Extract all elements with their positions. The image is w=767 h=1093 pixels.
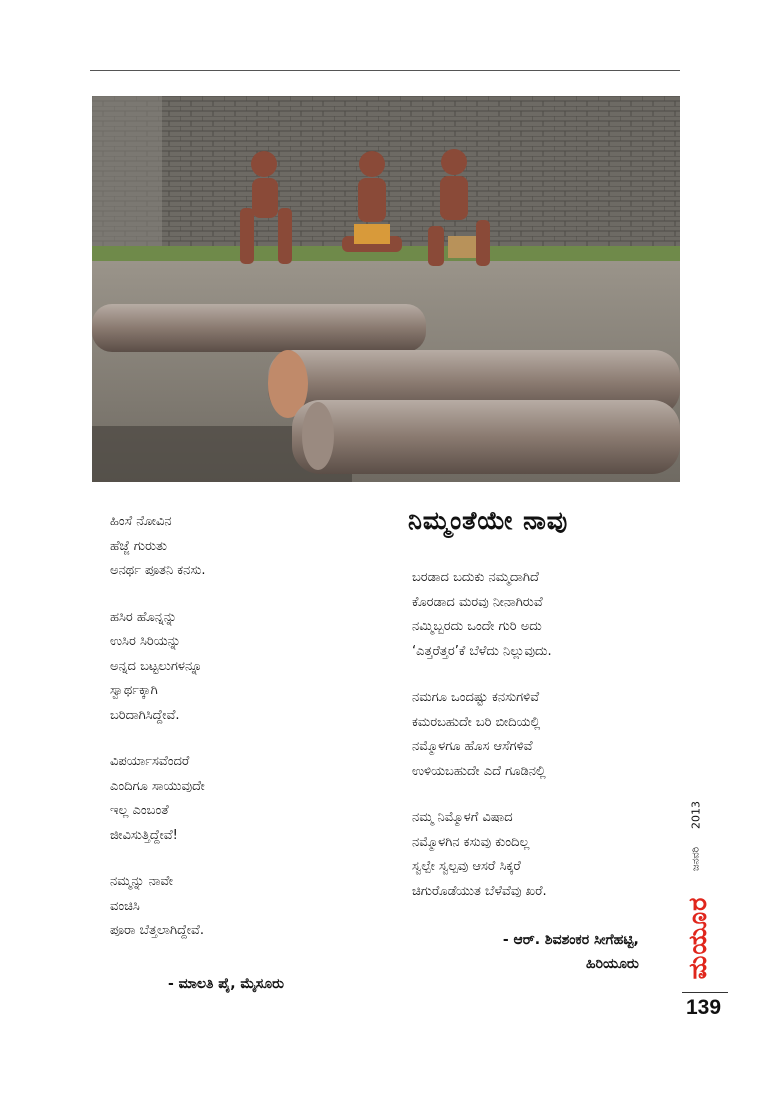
poem-line: ವಿಪರ್ಯಾಸವೆಂದರೆ — [110, 754, 190, 769]
poem-line: ಪೂರಾ ಬೆತ್ತಲಾಗಿದ್ದೇವೆ. — [110, 923, 204, 938]
poem-line: ಅನರ್ಥ ಪೂತನಿ ಕನಸು. — [110, 563, 206, 578]
poem-line: ಹಿಂಸೆ ನೋವಿನ — [110, 514, 172, 529]
poem-right-credit — [458, 932, 639, 972]
poem-line: ಕೊರಡಾದ ಮರವು ನೀನಾಗಿರುವೆ — [412, 594, 543, 610]
issue-month-text: ಜನವರಿ — [690, 847, 702, 871]
poem-line: ನಮ್ಮನ್ನು ನಾವೇ — [110, 874, 174, 889]
page-number: 139 — [686, 996, 722, 1019]
poem-line: ಕಮರಬಹುದೇ ಬರಿ ಬೀದಿಯಲ್ಲಿ — [412, 714, 541, 730]
poem-line: ಅನ್ನದ ಬಟ್ಟಲುಗಳನ್ನೂ — [110, 658, 203, 674]
poem-line: ಇಲ್ಲ ಎಂಬಂತೆ — [110, 803, 169, 818]
poem-line: ಸ್ವಲ್ಪೇ ಸ್ವಲ್ಪವು ಆಸರೆ ಸಿಕ್ಕರೆ — [412, 859, 521, 874]
credit-author: - ಆರ್. ಶಿವಶಂಕರ ಸೀಗೆಹಟ್ಟಿ, — [502, 932, 639, 948]
poem-line: ನಮ್ಮಿಬ್ಬರದು ಒಂದೇ ಗುರಿ ಅದು — [412, 619, 542, 634]
poem-line: ನಮಗೂ ಒಂದಷ್ಟು ಕನಸುಗಳಿವೆ — [412, 690, 540, 705]
poem-line: ಬರಡಾದ ಬದುಕು ನಮ್ಮದಾಗಿದೆ — [412, 570, 539, 585]
poem-line: ಹೆಜ್ಜೆ ಗುರುತು — [110, 538, 168, 554]
poem-right-title: ನಿಮ್ಮಂತೆಯೇ ನಾವು — [408, 506, 569, 535]
poem-right — [412, 566, 552, 904]
poem-line: ಹಸಿರ ಹೊನ್ನನ್ನು — [110, 609, 177, 625]
issue-month — [690, 840, 702, 878]
poem-line: ಸ್ವಾರ್ಥಕ್ಕಾಗಿ — [110, 683, 158, 698]
poem-line: ಜೀವಿಸುತ್ತಿದ್ದೇವೆ! — [110, 827, 178, 843]
photo-children-logs — [92, 96, 680, 482]
poem-line: ನಮ್ಮ ನಿಮ್ಮೊಳಗೆ ವಿಷಾದ — [412, 810, 513, 825]
poem-line: ಉಳಿಯಬಹುದೇ ಎದೆ ಗೂಡಿನಲ್ಲಿ — [412, 763, 546, 779]
poem-line: ಎಂದಿಗೂ ಸಾಯುವುದೇ — [110, 778, 205, 794]
poem-line: ಚಿಗುರೊಡೆಯುತ ಬೆಳೆವೆವು ಖರೆ. — [412, 883, 547, 899]
magazine-logo-text: ಮಯೂರ — [683, 896, 712, 980]
issue-year — [690, 798, 702, 832]
poem-line: ಬರಿದಾಗಿಸಿದ್ದೇವೆ. — [110, 707, 180, 723]
poem-left-credit: - ಮಾಲತಿ ಪೈ, ಮೈಸೂರು — [168, 976, 284, 992]
poem-line: ವಂಚಿಸಿ — [110, 898, 140, 914]
issue-year-text: 2013 — [689, 801, 703, 829]
magazine-logo — [683, 888, 713, 988]
header-rule — [90, 70, 680, 71]
poem-line: ‘ಎತ್ತರೆತ್ತರ’ಕೆ ಬೆಳೆದು ನಿಲ್ಲುವುದು. — [412, 643, 552, 659]
poem-left — [110, 510, 206, 944]
poem-line: ಉಸಿರ ಸಿರಿಯನ್ನು — [110, 634, 181, 649]
poem-line: ನಮ್ಮೊಳಗೂ ಹೊಸ ಆಸೆಗಳಿವೆ — [412, 739, 533, 754]
page-number-rule — [682, 992, 728, 993]
poem-line: ನಮ್ಮೊಳಗಿನ ಕಸುವು ಕುಂದಿಲ್ಲ — [412, 834, 530, 850]
credit-place: ಹಿರಿಯೂರು — [586, 956, 639, 972]
